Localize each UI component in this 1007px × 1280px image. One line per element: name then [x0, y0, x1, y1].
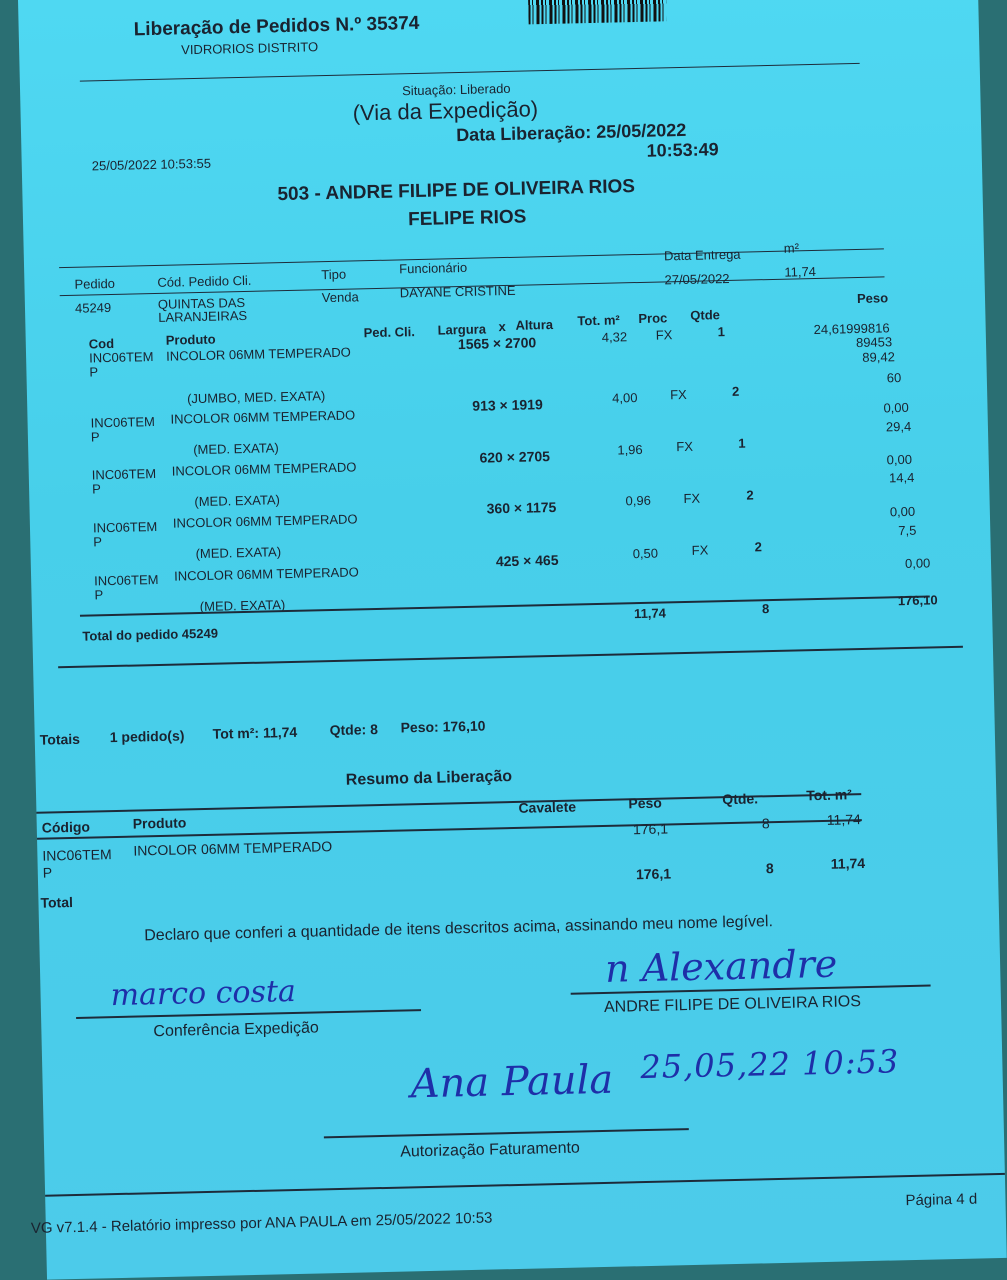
- item-4-note: (MED. EXATA): [195, 544, 282, 562]
- item-2-dims: 913 × 1919: [472, 396, 543, 414]
- col-altura: Altura: [515, 316, 554, 333]
- item-1-cod: INC06TEM: [88, 349, 154, 366]
- label-m2: m²: [783, 240, 800, 256]
- order-total-divider: [58, 646, 963, 669]
- item-5-proc: FX: [691, 542, 709, 558]
- label-tipo: Tipo: [321, 266, 347, 283]
- item-1-dims: 1565 × 2700: [457, 334, 537, 353]
- summary-row-peso: 176,1: [632, 820, 669, 838]
- summary-title: Resumo da Liberação: [345, 767, 513, 789]
- header-divider: [80, 63, 860, 82]
- order-data-entrega: 27/05/2022: [664, 270, 730, 288]
- item-1-cod-suffix: P: [89, 364, 99, 380]
- summary-col-codigo: Código: [41, 818, 91, 836]
- item-4-proc: FX: [683, 490, 701, 507]
- client-name: 503 - ANDRE FILIPE DE OLIVEIRA RIOS: [277, 176, 636, 206]
- item-2-cod-suffix: P: [90, 429, 100, 445]
- col-ped-cli: Ped. Cli.: [363, 324, 416, 341]
- item-3-qtde: 1: [738, 435, 746, 451]
- item-5-tot: 0,50: [632, 545, 659, 562]
- order-top-divider: [59, 248, 884, 268]
- col-x: x: [498, 319, 506, 335]
- declaration-text: Declaro que conferi a quantidade de itens descritos acima, assinando meu nome legível.: [144, 913, 774, 945]
- label-data-entrega: Data Entrega: [663, 246, 741, 264]
- col-largura: Largura: [437, 321, 487, 338]
- item-3-peso-a: 0,00: [886, 451, 913, 468]
- summary-row-produto: INCOLOR 06MM TEMPERADO: [133, 838, 333, 859]
- label-funcionario: Funcionário: [399, 259, 468, 277]
- item-4-peso-b: 7,5: [898, 522, 917, 539]
- item-2-note: (MED. EXATA): [193, 440, 279, 458]
- item-4-peso-a: 0,00: [889, 503, 916, 520]
- item-1-peso-b: 89453: [855, 334, 893, 351]
- release-time: 10:53:49: [646, 139, 719, 161]
- item-3-dims: 620 × 2705: [479, 448, 551, 466]
- item-4-cod: INC06TEM: [92, 518, 158, 536]
- item-2-proc: FX: [669, 386, 687, 403]
- summary-col-qtde: Qtde.: [722, 790, 759, 808]
- conferencia-label: Conferência Expedição: [153, 1019, 320, 1041]
- col-peso: Peso: [856, 290, 889, 307]
- summary-row-m2: 11,74: [826, 811, 861, 828]
- summary-col-peso: Peso: [628, 794, 663, 812]
- summary-total-peso: 176,1: [635, 865, 672, 883]
- item-3-proc: FX: [676, 438, 694, 455]
- item-4-produto: INCOLOR 06MM TEMPERADO: [172, 511, 358, 531]
- order-cod-cli-1: QUINTAS DAS: [157, 294, 246, 312]
- item-2-qtde: 2: [731, 383, 740, 399]
- order-funcionario: DAYANE CRISTINE: [399, 282, 516, 301]
- item-4-tot: 0,96: [625, 492, 651, 509]
- order-m2: 11,74: [784, 263, 817, 280]
- footer-page: Página 4 d: [905, 1190, 978, 1210]
- item-3-peso-b: 14,4: [888, 469, 915, 486]
- item-2-cod: INC06TEM: [90, 414, 156, 431]
- client-subname: FELIPE RIOS: [407, 206, 527, 231]
- col-tot-m2: Tot. m²: [577, 312, 620, 329]
- summary-row-qtde: 8: [761, 815, 770, 832]
- summary-col-produto: Produto: [132, 814, 187, 832]
- item-1-qtde: 1: [717, 324, 726, 340]
- item-5-cod-suffix: P: [94, 587, 104, 603]
- summary-col-m2: Tot. m²: [806, 786, 853, 804]
- footer-divider: [45, 1173, 1005, 1197]
- totals-peso: Peso: 176,10: [400, 717, 486, 736]
- client-signature: n Alexandre: [604, 941, 838, 991]
- document-title: Liberação de Pedidos N.º 35374: [133, 12, 420, 41]
- item-3-tot: 1,96: [617, 441, 643, 458]
- col-qtde: Qtde: [690, 307, 721, 323]
- item-5-qtde: 2: [754, 539, 763, 555]
- authorization-signature: Ana Paula: [410, 1056, 614, 1108]
- summary-total-label: Total: [40, 893, 74, 911]
- summary-row-cod: INC06TEM: [42, 846, 112, 864]
- item-1-produto: INCOLOR 06MM TEMPERADO: [165, 344, 351, 364]
- totals-label: Totais: [39, 730, 81, 748]
- printed-timestamp: 25/05/2022 10:53:55: [91, 155, 212, 174]
- item-2-produto: INCOLOR 06MM TEMPERADO: [170, 407, 356, 427]
- authorization-label: Autorização Faturamento: [400, 1139, 581, 1161]
- summary-col-cavalete: Cavalete: [518, 798, 577, 816]
- label-cod-cli: Cód. Pedido Cli.: [157, 272, 252, 290]
- order-total-peso: 176,10: [897, 592, 938, 609]
- col-produto: Produto: [165, 331, 216, 348]
- item-1-peso-a: 24,61999816: [813, 320, 890, 338]
- handwritten-date: 25,05,22 10:53: [639, 1042, 900, 1087]
- status-text: Situação: Liberado: [401, 80, 511, 99]
- item-1-note: (JUMBO, MED. EXATA): [186, 388, 326, 407]
- authorization-line: [324, 1128, 689, 1138]
- item-4-dims: 360 × 1175: [486, 498, 557, 517]
- document-page: [18, 0, 1007, 1280]
- conferencia-signature: marco costa: [110, 973, 297, 1014]
- item-3-produto: INCOLOR 06MM TEMPERADO: [171, 459, 357, 479]
- item-3-cod: INC06TEM: [91, 465, 157, 483]
- totals-pedidos: 1 pedido(s): [109, 727, 185, 746]
- item-1-tot: 4,32: [601, 329, 628, 345]
- order-total-m2: 11,74: [633, 605, 667, 622]
- item-1-peso-c: 89,42: [862, 349, 896, 365]
- order-tipo: Venda: [321, 289, 359, 306]
- client-sign-label: ANDRE FILIPE DE OLIVEIRA RIOS: [603, 993, 862, 1016]
- summary-row-cod-suffix: P: [42, 864, 53, 881]
- summary-total-qtde: 8: [765, 860, 774, 877]
- col-cod: Cod: [88, 335, 115, 352]
- col-proc: Proc: [638, 310, 668, 327]
- order-total-qtde: 8: [761, 601, 770, 617]
- order-number: 45249: [74, 299, 112, 316]
- item-1-proc: FX: [655, 327, 673, 343]
- item-2-tot: 4,00: [612, 390, 638, 406]
- copy-label: (Via da Expedição): [352, 96, 539, 126]
- label-pedido: Pedido: [74, 275, 116, 292]
- order-cod-cli-2: LARANJEIRAS: [158, 307, 248, 325]
- summary-total-m2: 11,74: [830, 855, 866, 872]
- item-5-note: (MED. EXATA): [199, 597, 286, 615]
- item-3-note: (MED. EXATA): [194, 492, 281, 510]
- item-3-cod-suffix: P: [91, 481, 101, 497]
- footer-report: VG v7.1.4 - Relatório impresso por ANA PAULA em 25/05/2022 10:53: [30, 1209, 493, 1238]
- release-date: Data Liberação: 25/05/2022: [455, 119, 687, 146]
- item-1-peso-d: 60: [886, 370, 902, 386]
- item-2-peso-b: 29,4: [885, 418, 912, 435]
- order-total-label: Total do pedido 45249: [82, 625, 219, 644]
- item-5-peso-a: 0,00: [904, 555, 931, 572]
- barcode-icon: [528, 0, 667, 24]
- item-5-cod: INC06TEM: [94, 571, 159, 589]
- item-4-cod-suffix: P: [93, 534, 103, 550]
- totals-m2: Tot m²: 11,74: [212, 723, 298, 742]
- item-2-peso-a: 0,00: [883, 399, 909, 416]
- item-5-dims: 425 × 465: [495, 551, 559, 570]
- totals-qtde: Qtde: 8: [329, 721, 379, 739]
- company-name: VIDRORIOS DISTRITO: [181, 39, 319, 58]
- item-4-qtde: 2: [746, 487, 754, 503]
- item-5-produto: INCOLOR 06MM TEMPERADO: [173, 564, 359, 584]
